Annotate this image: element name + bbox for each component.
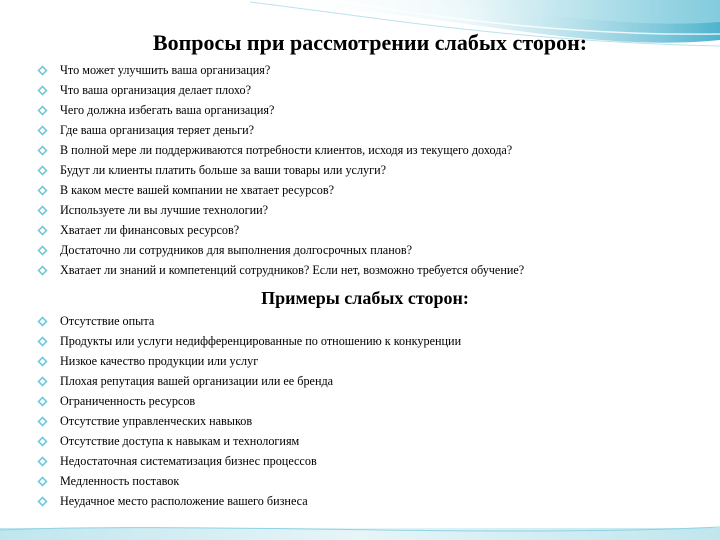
diamond-bullet-icon [37,265,47,275]
list-item-text: Отсутствие доступа к навыкам и технологиям [60,434,300,448]
list-item [36,80,696,100]
list-item-text: В каком месте вашей компании не хватает ресурсов? [60,183,334,197]
list-item-text: Ограниченность ресурсов [60,394,196,408]
list-item-text: Плохая репутация вашей организации или ее бренда [60,374,334,388]
list-item-text: Низкое качество продукции или услуг [60,354,259,368]
list-item-text: Хватает ли финансовых ресурсов? [60,223,240,237]
list-item [36,60,696,80]
list-item [36,371,696,391]
list-item [36,391,696,411]
list-item [36,100,696,120]
list-item-text: Будут ли клиенты платить больше за ваши товары или услуги? [60,163,387,177]
list-item [36,140,696,160]
examples-list [36,311,696,511]
questions-list [36,60,696,280]
list-item [36,180,696,200]
list-item-text: Отсутствие опыта [60,314,155,328]
list-item-text: В полной мере ли поддерживаются потребности клиентов, исходя из текущего дохода? [60,143,513,157]
diamond-bullet-icon [37,336,47,346]
list-item-text: Что ваша организация делает плохо? [60,83,252,97]
diamond-bullet-icon [37,165,47,175]
diamond-bullet-icon [37,496,47,506]
diamond-bullet-icon [37,316,47,326]
list-item-text: Используете ли вы лучшие технологии? [60,203,269,217]
list-item [36,200,696,220]
diamond-bullet-icon [37,396,47,406]
diamond-bullet-icon [37,205,47,215]
section-title-examples: Примеры слабых сторон: [261,288,469,308]
list-item [36,451,696,471]
diamond-bullet-icon [37,416,47,426]
diamond-bullet-icon [37,376,47,386]
list-item-text: Недостаточная систематизация бизнес процессов [60,454,317,468]
list-item-text: Достаточно ли сотрудников для выполнения долгосрочных планов? [60,243,413,257]
list-item [36,220,696,240]
list-item-text: Где ваша организация теряет деньги? [60,123,255,137]
list-item [36,431,696,451]
section-title-questions: Вопросы при рассмотрении слабых сторон: [152,30,588,55]
diamond-bullet-icon [37,105,47,115]
list-item [36,311,696,331]
diamond-bullet-icon [37,65,47,75]
list-item [36,351,696,371]
list-item-text: Медленность поставок [60,474,180,488]
diamond-bullet-icon [37,85,47,95]
list-item [36,491,696,511]
diamond-bullet-icon [37,356,47,366]
list-item [36,331,696,351]
diamond-bullet-icon [37,456,47,466]
diamond-bullet-icon [37,145,47,155]
list-item [36,160,696,180]
list-item [36,471,696,491]
list-item-text: Что может улучшить ваша организация? [60,63,271,77]
diamond-bullet-icon [37,185,47,195]
list-item [36,120,696,140]
diamond-bullet-icon [37,125,47,135]
diamond-bullet-icon [37,476,47,486]
list-item [36,260,696,280]
diamond-bullet-icon [37,436,47,446]
diamond-bullet-icon [37,225,47,235]
list-item [36,240,696,260]
diamond-bullet-icon [37,245,47,255]
list-item-text: Чего должна избегать ваша организация? [60,103,275,117]
list-item-text: Неудачное место расположение вашего бизнеса [60,494,308,508]
list-item-text: Отсутствие управленческих навыков [60,414,253,428]
list-item [36,411,696,431]
list-item-text: Хватает ли знаний и компетенций сотрудников? Если нет, возможно требуется обучение? [60,263,525,277]
list-item-text: Продукты или услуги недифференцированные по отношению к конкуренции [60,334,462,348]
